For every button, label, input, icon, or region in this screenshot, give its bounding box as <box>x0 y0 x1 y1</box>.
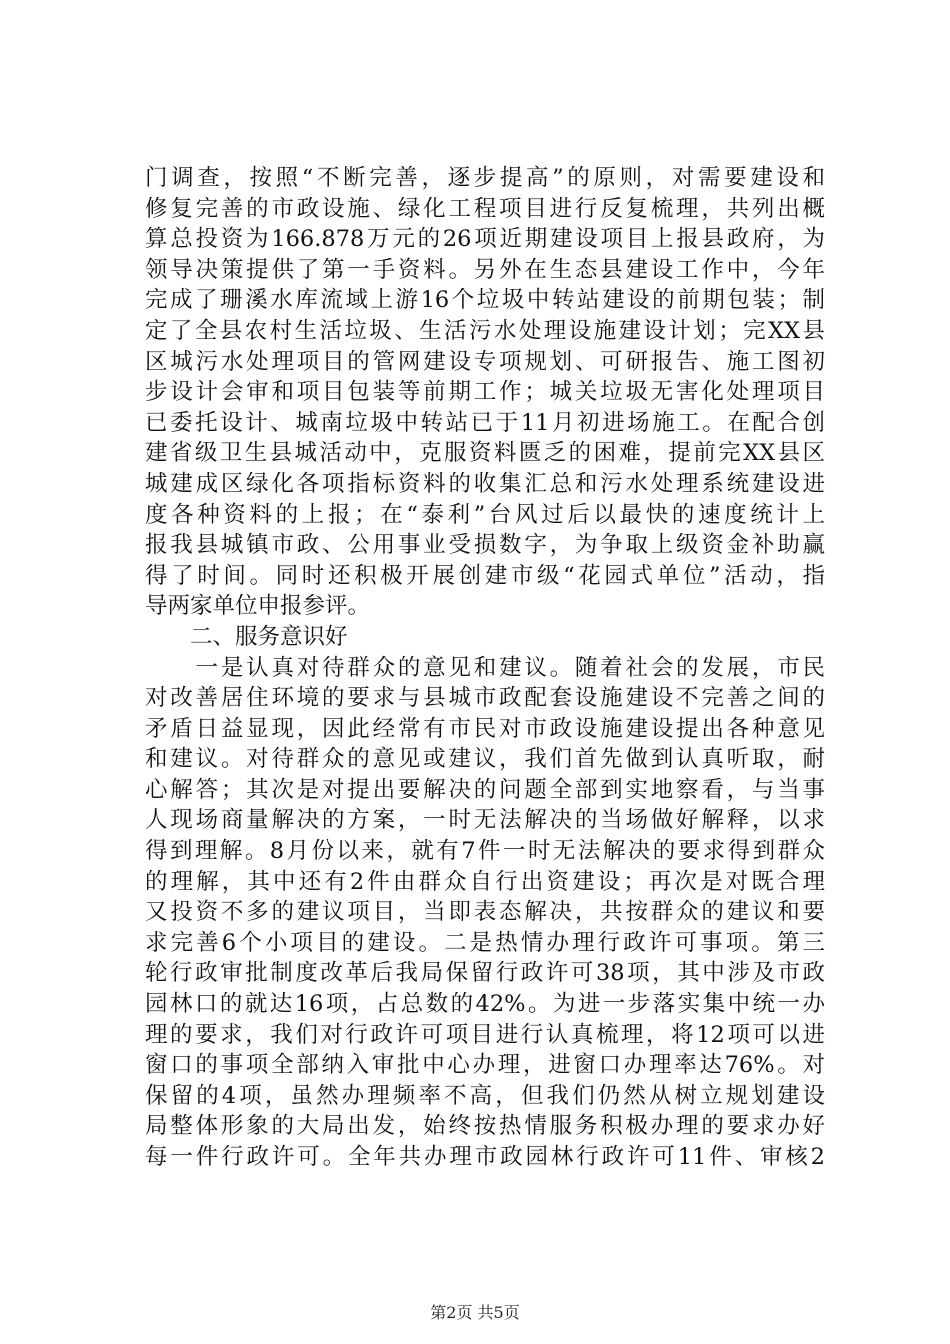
text-line: 定了全县农村生活垃圾、生活污水处理设施建设计划；完XX县 <box>145 317 825 344</box>
text-line: 报我县城镇市政、公用事业受损数字，为争取上级资金补助赢 <box>145 532 825 559</box>
text-line: 又投资不多的建议项目，当即表态解决，共按群众的建议和要 <box>145 899 825 926</box>
text-line: 得了时间。同时还积极开展创建市级“花园式单位”活动，指 <box>145 562 825 589</box>
text-line: 城建成区绿化各项指标资料的收集汇总和污水处理系统建设进 <box>145 470 825 497</box>
text-line: 领导决策提供了第一手资料。另外在生态县建设工作中，今年 <box>145 256 825 283</box>
text-line: 区城污水处理项目的管网建设专项规划、可研报告、施工图初 <box>145 348 825 375</box>
text-line: 得到理解。8月份以来，就有7件一时无法解决的要求得到群众 <box>145 838 825 865</box>
text-line: 求完善6个小项目的建设。二是热情办理行政许可事项。第三 <box>145 929 825 956</box>
text-line: 一是认真对待群众的意见和建议。随着社会的发展，市民 <box>145 654 825 681</box>
text-line: 已委托设计、城南垃圾中转站已于11月初进场施工。在配合创 <box>145 409 825 436</box>
section-heading: 二、服务意识好 <box>145 623 348 650</box>
text-line: 对改善居住环境的要求与县城市政配套设施建设不完善之间的 <box>145 685 825 712</box>
text-line: 局整体形象的大局出发，始终按热情服务积极办理的要求办好 <box>145 1113 825 1140</box>
text-line: 修复完善的市政设施、绿化工程项目进行反复梳理，共列出概 <box>145 195 825 222</box>
text-line: 的理解，其中还有2件由群众自行出资建设；再次是对既合理 <box>145 868 825 895</box>
body-text <box>145 163 825 1173</box>
text-line: 每一件行政许可。全年共办理市政园林行政许可11件、审核2 <box>145 1144 825 1170</box>
text-line: 完成了珊溪水库流域上游16个垃圾中转站建设的前期包装；制 <box>145 287 825 314</box>
text-line: 窗口的事项全部纳入审批中心办理，进窗口办理率达76%。对 <box>145 1052 825 1079</box>
text-line: 园林口的就达16项，占总数的42%。为进一步落实集中统一办 <box>145 991 825 1018</box>
text-line: 人现场商量解决的方案，一时无法解决的当场做好解释，以求 <box>145 807 825 834</box>
text-line: 步设计会审和项目包装等前期工作；城关垃圾无害化处理项目 <box>145 379 825 406</box>
text-line: 算总投资为166.878万元的26项近期建设项目上报县政府，为 <box>145 226 825 253</box>
text-line: 理的要求，我们对行政许可项目进行认真梳理，将12项可以进 <box>145 1021 825 1048</box>
text-line: 和建议。对待群众的意见或建议，我们首先做到认真听取，耐 <box>145 746 825 773</box>
text-line: 心解答；其次是对提出要解决的问题全部到实地察看，与当事 <box>145 776 825 803</box>
text-line: 度各种资料的上报；在“泰利”台风过后以最快的速度统计上 <box>145 501 825 528</box>
page-footer: 第2页 共5页 <box>430 1303 520 1322</box>
text-line: 门调查，按照“不断完善，逐步提高”的原则，对需要建设和 <box>145 165 825 191</box>
paragraph-end-line: 导两家单位申报参评。 <box>145 593 371 620</box>
text-line: 轮行政审批制度改革后我局保留行政许可38项，其中涉及市政 <box>145 960 825 987</box>
text-line: 建省级卫生县城活动中，克服资料匮乏的困难，提前完XX县区 <box>145 440 825 467</box>
text-line: 保留的4项，虽然办理频率不高，但我们仍然从树立规划建设 <box>145 1082 825 1109</box>
text-line: 矛盾日益显现，因此经常有市民对市政设施建设提出各种意见 <box>145 715 825 742</box>
